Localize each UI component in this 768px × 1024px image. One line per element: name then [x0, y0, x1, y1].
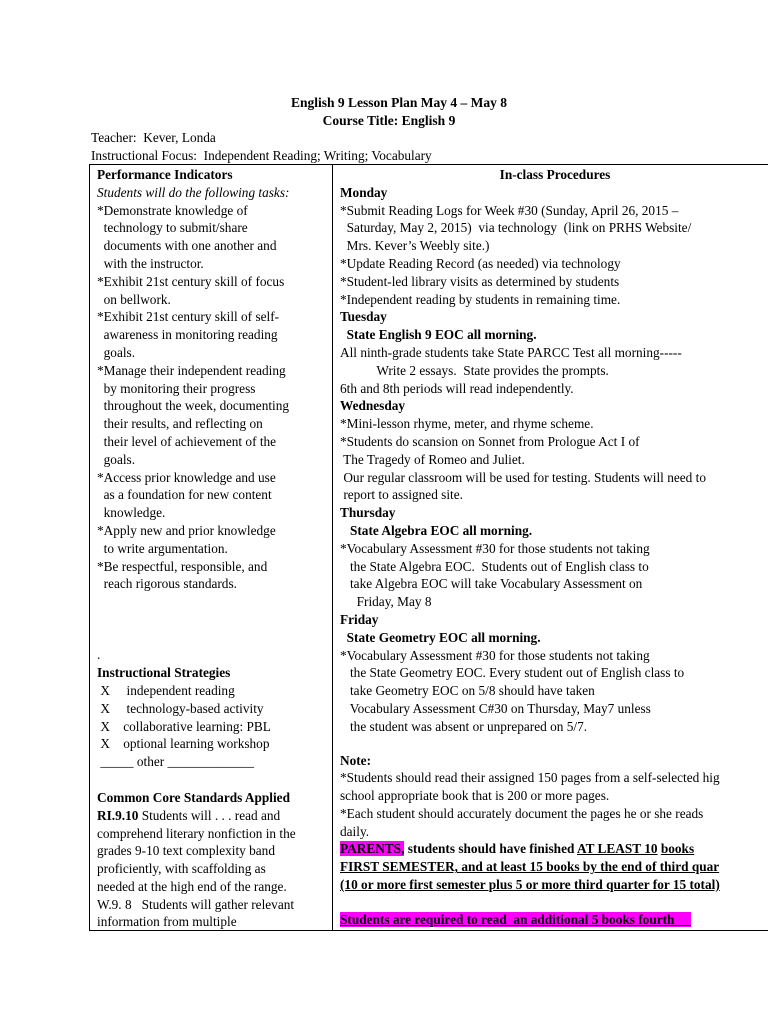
task-line: documents with one another and	[97, 238, 277, 254]
tasks-subheading: Students will do the following tasks:	[97, 184, 290, 200]
friday-line: Vocabulary Assessment C#30 on Thursday, May7 unless	[340, 700, 651, 716]
standards-code: RI.9.10	[97, 807, 139, 823]
task-line: technology to submit/share	[97, 220, 248, 236]
thursday-line: *Vocabulary Assessment #30 for those students not taking	[340, 540, 650, 556]
wednesday-line: *Mini-lesson rhyme, meter, and rhyme scheme.	[340, 416, 594, 432]
task-line: their level of achievement of the	[97, 433, 277, 449]
task-line: reach rigorous standards.	[97, 576, 237, 592]
task-line: goals.	[97, 344, 136, 360]
friday-line: *Vocabulary Assessment #30 for those students not taking	[340, 647, 650, 663]
monday-line: *Submit Reading Logs for Week #30 (Sunday, April 26, 2015 –	[340, 202, 679, 218]
left-column	[97, 166, 329, 931]
lesson-plan-table	[89, 164, 768, 931]
note-line: daily.	[340, 823, 370, 839]
task-line: *Manage their independent reading	[97, 362, 286, 378]
note-heading: Note:	[340, 752, 372, 768]
standards-heading: Common Core Standards Applied	[97, 789, 290, 805]
note-line: school appropriate book that is 200 or more pages.	[340, 788, 610, 804]
tuesday-line: 6th and 8th periods will read independently.	[340, 380, 574, 396]
parents-label: PARENTS,	[340, 841, 405, 857]
task-line: *Demonstrate knowledge of	[97, 202, 248, 218]
parents-text: students should have finished	[404, 841, 577, 857]
monday-line: Saturday, May 2, 2015) via technology (link on PRHS Website/	[340, 220, 692, 236]
standards-line: grades 9-10 text complexity band	[97, 843, 275, 859]
instructional-focus-line: Instructional Focus: Independent Reading; Writing; Vocabulary	[91, 148, 432, 163]
task-line: awareness in monitoring reading	[97, 327, 278, 343]
monday-line: *Update Reading Record (as needed) via technology	[340, 255, 621, 271]
task-line: *Be respectful, responsible, and	[97, 558, 268, 574]
tuesday-line: Write 2 essays. State provides the prompts.	[340, 362, 609, 378]
fourth-quarter-line	[340, 911, 768, 929]
wednesday-list	[340, 415, 768, 504]
tuesday-eoc: State English 9 EOC all morning.	[340, 327, 537, 343]
document-title: English 9 Lesson Plan May 4 – May 8	[290, 95, 508, 110]
instructional-strategies-heading: Instructional Strategies	[97, 665, 231, 681]
task-line: their results, and reflecting on	[97, 416, 263, 432]
note-line: *Students should read their assigned 150 pages from a self-selected hig	[340, 770, 720, 786]
friday-heading: Friday	[340, 611, 379, 627]
parents-at-least: AT LEAST 10	[576, 841, 658, 857]
note-list	[340, 769, 768, 840]
performance-indicators-heading: Performance Indicators	[97, 167, 233, 182]
friday-line: the student was absent or unprepared on 5/7.	[340, 718, 588, 734]
task-line: to write argumentation.	[97, 540, 228, 556]
strategy-line: X technology-based activity	[97, 700, 264, 716]
task-line: on bellwork.	[97, 291, 171, 307]
friday-eoc: State Geometry EOC all morning.	[340, 629, 541, 645]
task-line: *Access prior knowledge and use	[97, 469, 276, 485]
wednesday-line: report to assigned site.	[340, 487, 463, 503]
wednesday-heading: Wednesday	[340, 398, 406, 414]
column-divider	[332, 165, 333, 930]
task-line: by monitoring their progress	[97, 380, 256, 396]
parents-line-3: (10 or more first semester plus 5 or more third quarter for 15 total)	[340, 877, 720, 893]
course-title: Course Title: English 9	[322, 113, 456, 128]
monday-line: *Independent reading by students in remaining time.	[340, 291, 621, 307]
standards-line: comprehend literary nonfiction in the	[97, 825, 296, 841]
thursday-list	[340, 540, 768, 611]
strategies-list	[97, 682, 329, 771]
thursday-line: Friday, May 8	[340, 594, 432, 610]
tuesday-heading: Tuesday	[340, 309, 387, 325]
thursday-line: take Algebra EOC will take Vocabulary Assessment on	[340, 576, 643, 592]
friday-line: the State Geometry EOC. Every student out of English class to	[340, 665, 685, 681]
task-line: *Exhibit 21st century skill of self-	[97, 309, 280, 325]
strategy-line: X collaborative learning: PBL	[97, 718, 271, 734]
strategy-line: _____ other _____________	[97, 754, 254, 770]
standards-line: needed at the high end of the range.	[97, 878, 287, 894]
friday-line: take Geometry EOC on 5/8 should have taken	[340, 683, 595, 699]
tuesday-list	[340, 344, 768, 397]
monday-line: Mrs. Kever’s Weebly site.)	[340, 238, 490, 254]
right-column	[340, 166, 768, 929]
parents-line-2: FIRST SEMESTER, and at least 15 books by the end of third quar	[340, 859, 720, 875]
standards-line: proficiently, with scaffolding as	[97, 861, 266, 877]
monday-heading: Monday	[340, 184, 388, 200]
monday-list	[340, 202, 768, 309]
task-line: throughout the week, documenting	[97, 398, 290, 414]
parents-books: books	[660, 841, 695, 857]
monday-line: *Student-led library visits as determined by students	[340, 273, 620, 289]
standards-line: information from multiple	[97, 914, 237, 930]
task-line: knowledge.	[97, 505, 166, 521]
wednesday-line: *Students do scansion on Sonnet from Prologue Act I of	[340, 433, 640, 449]
task-line: *Exhibit 21st century skill of focus	[97, 273, 285, 289]
in-class-procedures-heading: In-class Procedures	[499, 167, 611, 182]
tasks-list	[97, 202, 329, 594]
standards-list	[97, 825, 329, 932]
standards-first-text: Students will . . . read and	[138, 807, 281, 823]
wednesday-line: Our regular classroom will be used for testing. Students will need to	[340, 469, 706, 485]
thursday-eoc: State Algebra EOC all morning.	[340, 522, 533, 538]
task-line: *Apply new and prior knowledge	[97, 522, 276, 538]
teacher-line: Teacher: Kever, Londa	[91, 130, 216, 145]
standards-line: W.9. 8 Students will gather relevant	[97, 896, 295, 912]
parents-line-1	[340, 840, 768, 858]
friday-list	[340, 647, 768, 736]
standards-first-line	[97, 807, 329, 825]
note-line: *Each student should accurately document the pages he or she reads	[340, 805, 704, 821]
task-line: goals.	[97, 451, 136, 467]
task-line: with the instructor.	[97, 255, 204, 271]
thursday-line: the State Algebra EOC. Students out of English class to	[340, 558, 649, 574]
strategy-line: X independent reading	[97, 682, 235, 698]
wednesday-line: The Tragedy of Romeo and Juliet.	[340, 451, 525, 467]
tuesday-line: All ninth-grade students take State PARCC Test all morning-----	[340, 344, 682, 360]
strategy-line: X optional learning workshop	[97, 736, 270, 752]
thursday-heading: Thursday	[340, 505, 396, 521]
fourth-quarter-text: Students are required to read an additional 5 books fourth	[340, 911, 692, 927]
dot-mark: .	[97, 647, 101, 663]
task-line: as a foundation for new content	[97, 487, 272, 503]
